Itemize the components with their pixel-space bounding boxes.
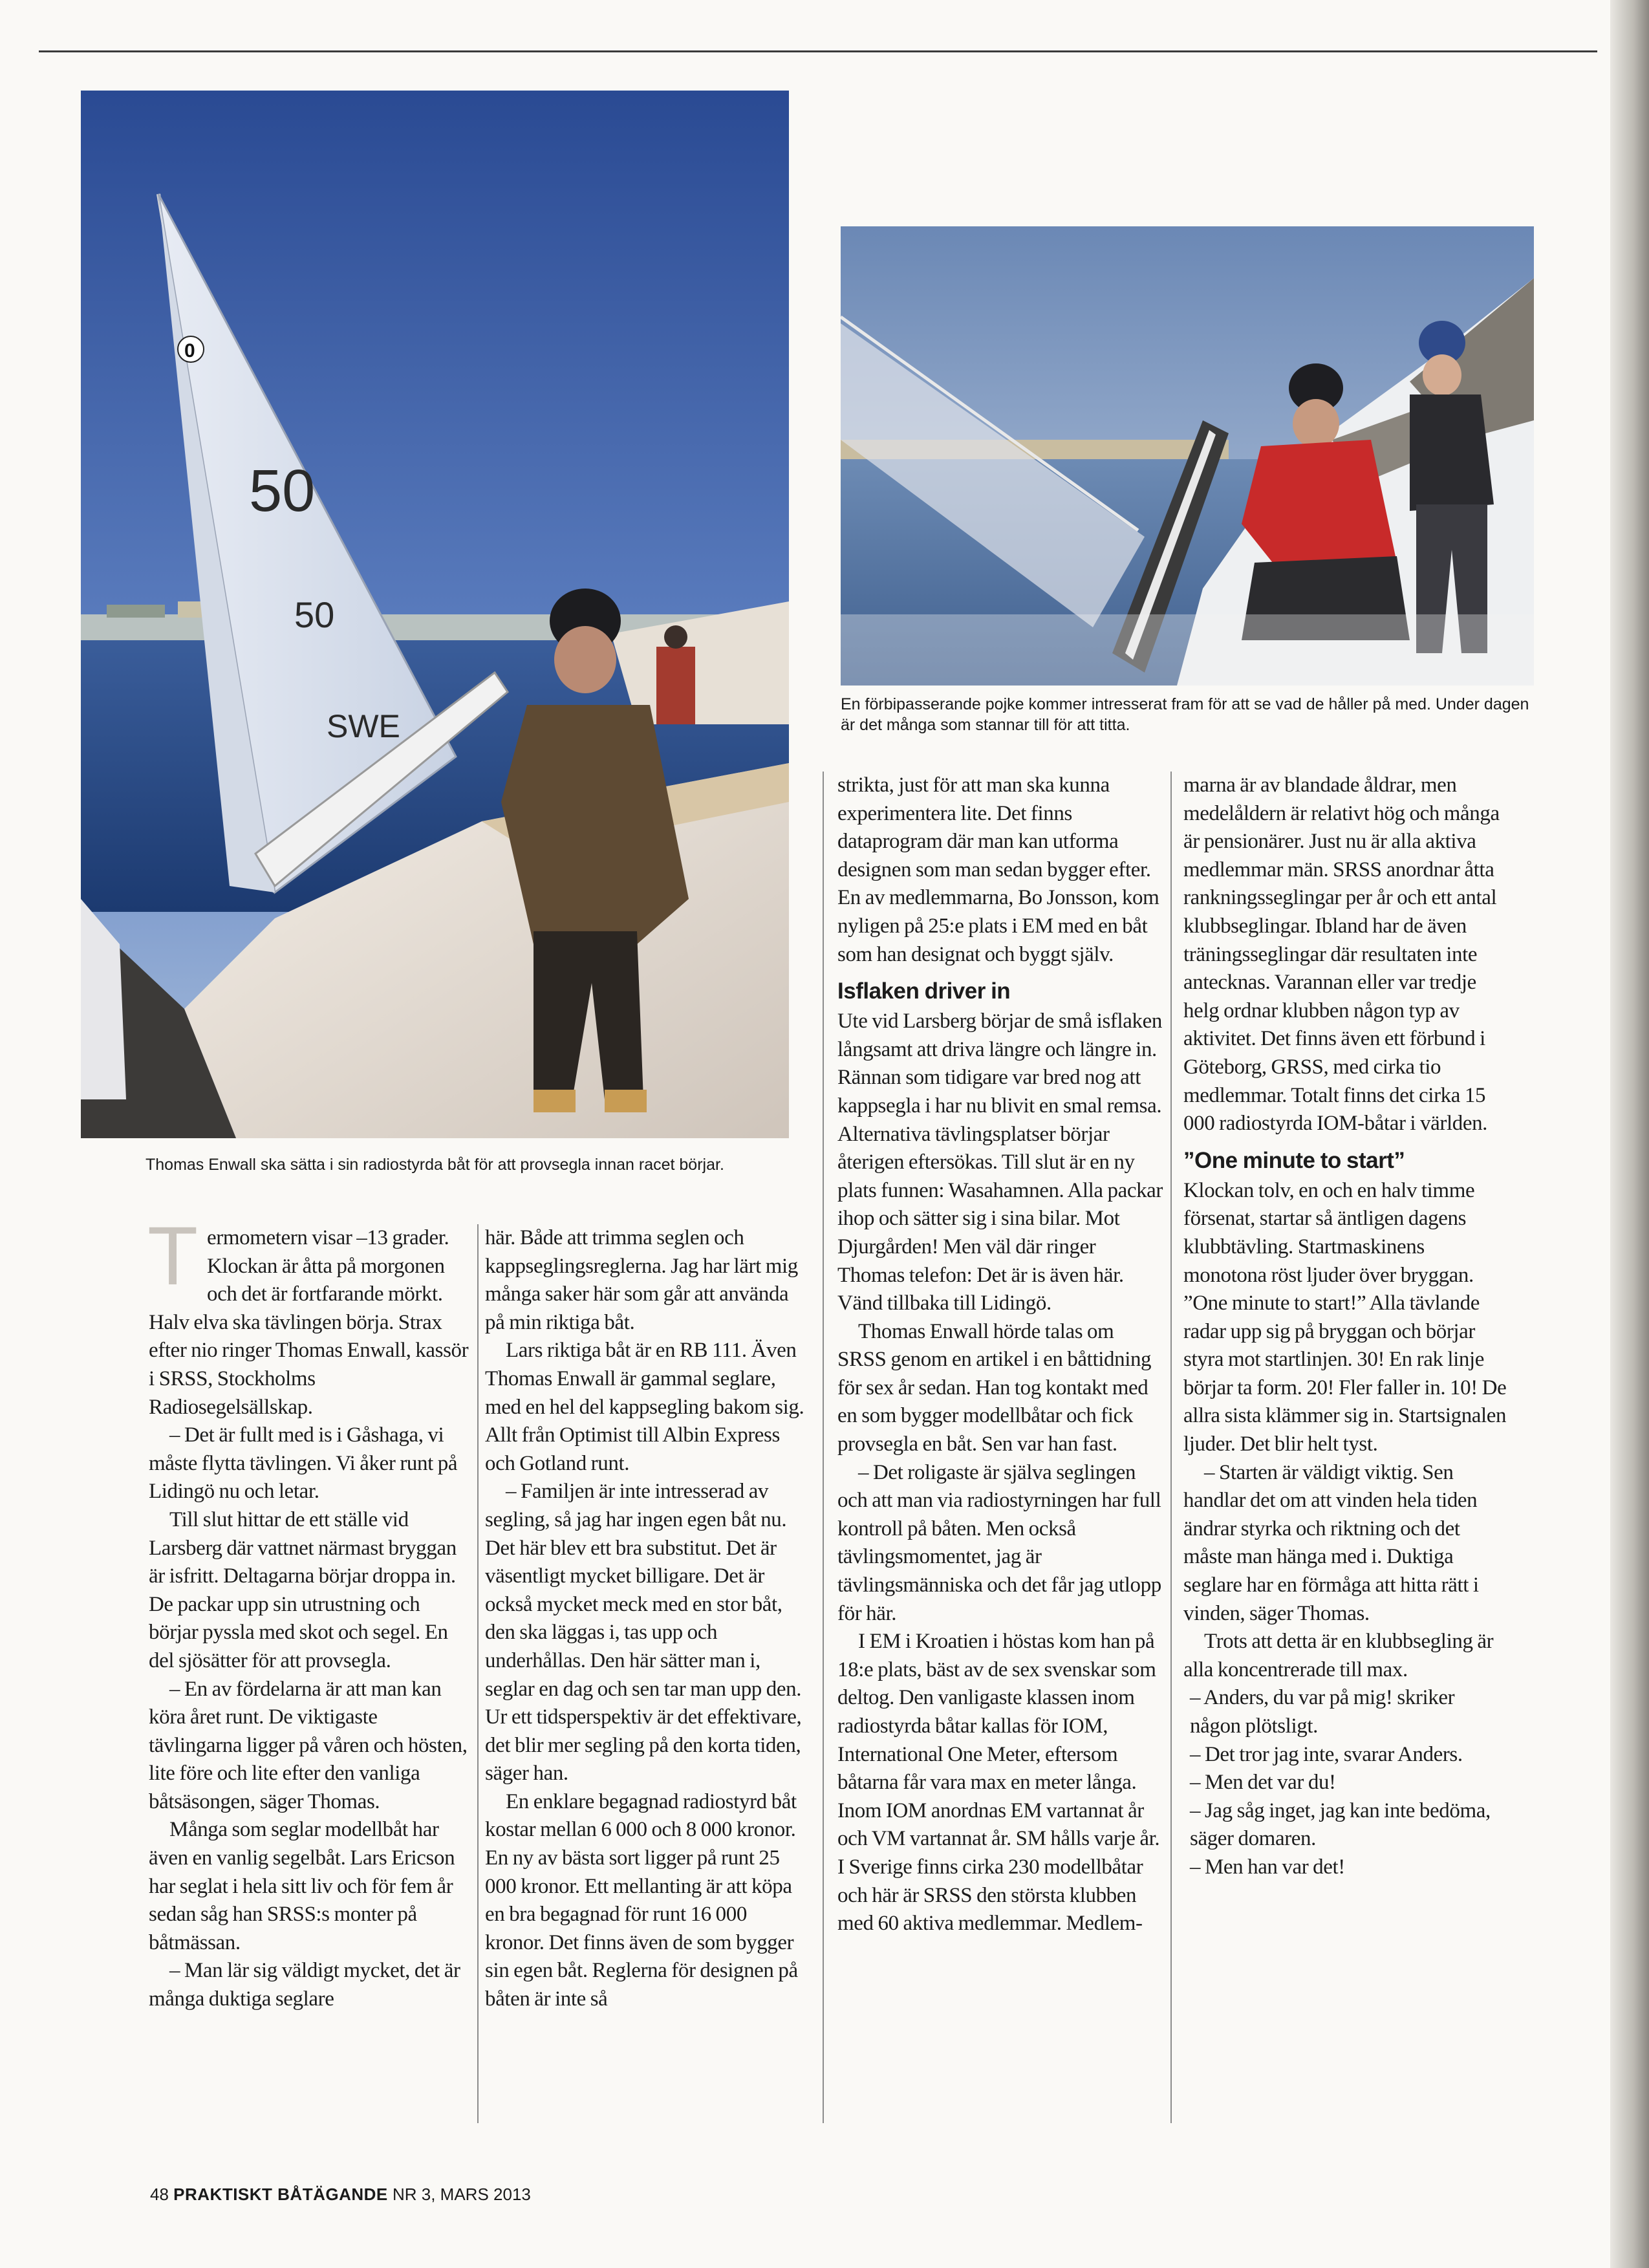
column-divider [477,1224,479,2123]
sail-class-symbol: 0 [184,340,195,362]
article-paragraph: Lars riktiga båt är en RB 111. Även Thomas Enwall är gammal seglare, med en hel del kappsegling bakom sig. Allt från Optimist till Albin Express och Gotland runt. [485,1339,804,1475]
article-paragraph: Många som seglar modellbåt har även en vanlig segelbåt. Lars Ericson har seglat i hela sitt liv och för fem år sedan såg han SRSS:s monter på båtmässan. [149,1818,455,1954]
issue-info: NR 3, MARS 2013 [393,2185,531,2204]
article-paragraph: Till slut hittar de ett ställe vid Larsberg där vattnet närmast bryggan är isfritt. Deltagarna börjar droppa in. De packar upp sin utrustning och börjar pyssla med skot och segel. En del sjösätter för att provsegla. [149,1507,457,1672]
photo-caption-1: Thomas Enwall ska sätta i sin radiostyrda båt för att provsegla innan racet börjar. [146,1156,724,1174]
dialogue-line: – Men det var du! [1190,1771,1336,1795]
sail-number-small: 50 [294,594,335,635]
article-column-3 [837,772,1164,1938]
article-paragraph: En enklare begagnad radiostyrd båt kostar mellan 6 000 och 8 000 kronor. En ny av bästa sort ligger på runt 25 000 kronor. Ett mellanting är att köpa en bra begagnad för runt 16 000 kronor. Det finns även de som bygger sin egen båt. Reglerna för designen på båten är inte så [485,1789,798,2011]
photo-boy-watching [841,226,1534,686]
photo-man-launching-boat [81,91,789,1138]
article-paragraph: – Man lär sig väldigt mycket, det är många duktiga seglare [149,1959,460,2011]
article-paragraph: – Det är fullt med is i Gåshaga, vi måste flytta tävlingen. Vi åker runt på Lidingö nu och letar. [149,1423,458,1504]
sail-number: 50 [249,458,316,524]
dialogue-line: – Det tror jag inte, svarar Anders. [1190,1742,1463,1766]
subheading-isflaken: Isflaken driver in [837,978,1011,1004]
magazine-name: PRAKTISKT BÅTÄGANDE [173,2185,388,2204]
page-top-rule [39,50,1597,52]
article-paragraph: Klockan tolv, en och en halv timme försenat, startar så äntligen dagens klubbtävling. Startmaskinens monotona röst ljuder över bryggan. ”One minute to start!” Alla tävlande radar upp sig på bryggan och börjar styra mot startlinjen. 30! En rak linje börjar ta form. 20! Fler faller in. 10! De allra sista klämmer sig in. Startsignalen ljuder. Det blir helt tyst. [1183,1178,1507,1456]
subheading-one-minute: ”One minute to start” [1183,1147,1405,1173]
page-number: 48 [150,2185,169,2204]
photo-caption-2: En förbipasserande pojke kommer intresserat fram för att se vad de håller på med. Under dagen är det många som stannar till för att titta. [841,695,1529,734]
article-paragraph: marna är av blandade åldrar, men medelåldern är relativt hög och många är pensionärer. Just nu är alla aktiva medlemmar män. SRSS anordnar åtta rankningsseglingar per år och ett antal klubbseglingar. Ibland har de även träningsseglingar där resultaten inte antecknas. Varannan eller var tredje helg ordnar klubben någon typ av aktivitet. Det finns även ett förbund i Göteborg, GRSS, med cirka tio medlemmar. Totalt finns det cirka 15 000 radiostyrda IOM-båtar i världen. [1183,773,1500,1136]
article-paragraph: Trots att detta är en klubbsegling är alla koncentrerade till max. [1183,1630,1494,1681]
article-paragraph: – En av fördelarna är att man kan köra året runt. De viktigaste tävlingarna ligger på våren och hösten, lite före och lite efter den vanliga båtsäsongen, säger Thomas. [149,1677,468,1813]
article-lead-paragraph: T ermometern visar –13 grader. Klockan är åtta på morgonen och det är fortfarande mörkt. Halv elva ska tävlingen börja. Strax efter nio ringer Thomas Enwall, kassör i SRSS, Stockholms Radiosegelsällskap. [147,1210,469,1419]
article-paragraph: – Starten är väldigt viktig. Sen handlar det om att vinden hela tiden ändrar styrka och riktning och det måste man hänga med i. Duktiga seglare har en förmåga att hitta rätt i vinden, säger Thomas. [1183,1460,1479,1625]
dialogue-line: – Jag såg inget, jag kan inte bedöma, säger domaren. [1190,1798,1491,1851]
drop-cap: T [147,1210,198,1302]
sail-country: SWE [327,708,400,744]
article-paragraph: Thomas Enwall hörde talas om SRSS genom en artikel i en båttidning för sex år sedan. Han tog kontakt med en som bygger modellbåtar och fick provsegla en båt. Sen var han fast. [837,1319,1152,1456]
article-paragraph: I EM i Kroatien i höstas kom han på 18:e plats, bäst av de sex svenskar som deltog. Den vanligaste klassen inom radiostyrda båtar kallas för IOM, International One Meter, eftersom båtarna får vara max en meter långa. Inom IOM anordnas EM vartannat år och VM vartannat år. SM hålls varje år. I Sverige finns cirka 230 modellbåtar och här är SRSS den största klubben med 60 aktiva medlemmar. Medlem- [837,1630,1160,1936]
article-paragraph: här. Både att trimma seglen och kappseglingsreglerna. Jag har lärt mig många saker här som går att använda på min riktiga båt. [485,1226,798,1334]
article-column-4 [1183,772,1507,1882]
article-column-1 [147,1210,472,2014]
article-paragraph: Ute vid Larsberg börjar de små isflaken långsamt att driva längre och längre in. Rännan som tidigare var bred nog att kappsegla i har nu blivit en smal remsa. Alternativa tävlingsplatser börjar återigen eftersökas. Till slut är en ny plats funnen: Wasahamnen. Alla packar ihop och sätter sig i sina bilar. Mot Djurgården! Men väl där ringer Thomas telefon: Det är is även här. Vänd tillbaka till Lidingö. [837,1010,1163,1315]
page-footer [150,2185,531,2205]
dialogue-line: – Anders, du var på mig! skriker någon plötsligt. [1190,1686,1455,1738]
article-paragraph: – Familjen är inte intresserad av segling, så jag har ingen egen båt nu. Det här blev ett bra substitut. Det är väsentligt mycket billigare. Det är också mycket meck med en stor båt, den ska läggas i, tas upp och underhållas. Den här sätter man i, seglar en dag och sen tar man upp den. Ur ett tidsperspektiv är det effektivare, det blir mer segling på den korta tiden, säger han. [485,1480,802,1786]
article-paragraph: strikta, just för att man ska kunna experimentera lite. Det finns dataprogram där man kan utforma designen som man sedan bygger efter. En av medlemmarna, Bo Jonsson, kom nyligen på 25:e plats i EM med en båt som han designat och byggt själv. [837,773,1159,966]
article-column-2 [485,1224,808,2014]
scan-edge [1610,0,1649,2268]
column-divider [823,772,824,2123]
article-paragraph: – Det roligaste är själva seglingen och att man via radiostyrningen har full kontroll på båten. Men också tävlingsmomentet, jag är tävlingsmänniska och det får jag utlopp för här. [837,1460,1161,1625]
dialogue-line: – Men han var det! [1190,1855,1345,1879]
column-divider [1170,772,1172,2123]
